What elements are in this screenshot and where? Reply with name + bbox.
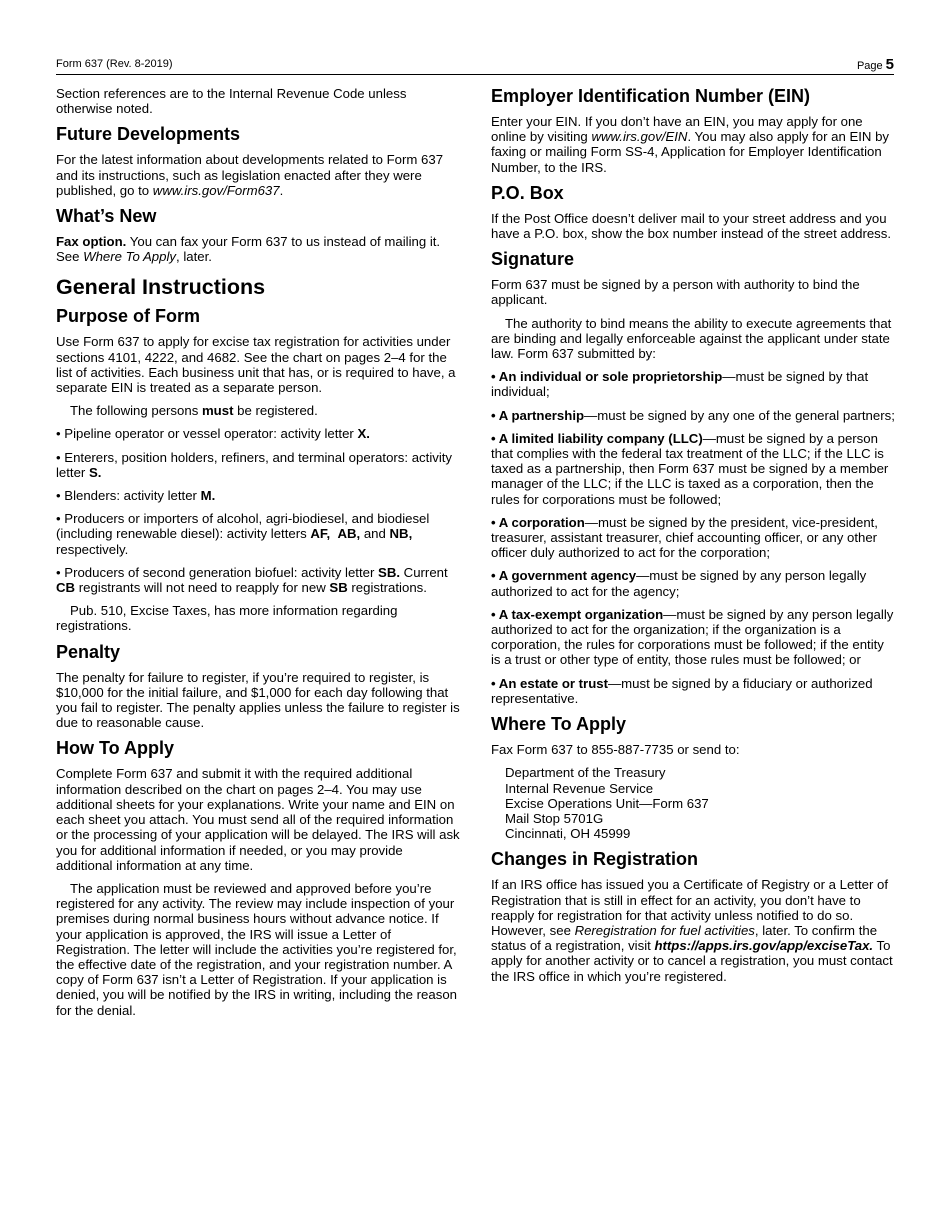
bullet-producers-text: • Producers or importers of alcohol, agri-biodiesel, and biodiesel (including renewable diesel): activity letters <box>56 511 430 542</box>
bullet-second-gen-sb: SB. <box>378 564 401 580</box>
po-box-text: If the Post Office doesn’t deliver mail to your street address and you have a P.O. box, show the box number instead of the street address. <box>491 210 892 242</box>
excise-tax-link[interactable]: https://apps.irs.gov/app/exciseTax. <box>654 938 874 954</box>
signature-item-llc <box>491 431 895 507</box>
where-to-apply-ref: Where To Apply <box>83 249 176 265</box>
signature-item-text: —must be signed by any person legally authorized to act for the agency; <box>491 568 867 599</box>
page-label-text: Page <box>856 60 883 72</box>
right-column <box>491 86 895 992</box>
signature-item-government <box>491 568 895 598</box>
mailing-address <box>491 765 895 841</box>
signature-p1: Form 637 must be signed by a person with authority to bind the applicant. <box>491 277 860 308</box>
signature-item-label: • A tax-exempt organization <box>491 606 664 622</box>
fax-option-label: Fax option. <box>56 234 127 250</box>
form-id: Form 637 (Rev. 8-2019) <box>56 58 173 70</box>
signature-item-individual <box>491 369 895 399</box>
signature-item-text: —must be signed by any one of the general partners; <box>584 407 895 423</box>
pub-510-text: Pub. 510, Excise Taxes, has more information regarding registrations. <box>56 603 398 634</box>
signature-item-label: • A corporation <box>491 514 585 530</box>
bullet-enterers-text: • Enterers, position holders, refiners, and terminal operators: activity letter <box>56 449 453 480</box>
bullet-producers-af: AF, <box>310 526 331 542</box>
future-end: . <box>279 182 284 198</box>
whats-new-text2: , later. <box>176 249 212 265</box>
page-label <box>857 56 894 73</box>
bullet-producers-ab: AB, <box>337 526 361 542</box>
ein-text <box>491 114 895 175</box>
bullet-producers <box>56 511 460 557</box>
left-column <box>56 86 460 1026</box>
changes-text <box>491 877 895 983</box>
signature-item-tax-exempt <box>491 607 895 668</box>
whats-new-heading: What’s New <box>56 206 157 227</box>
how-to-apply-heading: How To Apply <box>56 738 174 759</box>
bullet-second-gen-text4: registrations. <box>347 580 427 596</box>
form637-link[interactable]: www.irs.gov/Form637 <box>152 182 280 198</box>
bullet-second-gen-text2: Current <box>400 564 448 580</box>
page-number: 5 <box>885 56 894 73</box>
persons-must: must <box>201 403 234 419</box>
how-to-apply-p1: Complete Form 637 and submit it with the required additional information described on the chart on pages 2–4. You may use additional sheets for your explanations. Write your name and EIN on each sheet you attach. You must send all of the required information or the processing of your application will be delayed. The IRS will ask you for additional information if needed, or you may provide additional information at any time. <box>56 766 460 873</box>
whats-new-text <box>56 234 460 264</box>
general-instructions-heading: General Instructions <box>56 275 266 300</box>
signature-item-label: • A limited liability company (LLC) <box>491 430 703 446</box>
bullet-pipeline-text: • Pipeline operator or vessel operator: activity letter <box>56 426 358 442</box>
bullet-blenders-letter: M. <box>200 488 216 504</box>
reregistration-ref: Reregistration for fuel activities <box>574 922 755 938</box>
bullet-blenders <box>56 488 460 503</box>
persons-text <box>56 403 460 418</box>
signature-heading: Signature <box>491 249 575 270</box>
signature-item-estate <box>491 676 895 706</box>
changes-heading: Changes in Registration <box>491 849 699 870</box>
bullet-second-gen-sb2: SB <box>329 580 348 596</box>
address-line: Excise Operations Unit—Form 637 <box>505 795 709 811</box>
signature-item-text: —must be signed by a person that complies with the federal tax treatment of the LLC; if the LLC is taxed as a partnership, then Form 637 must be signed by a member manager of the LLC; if the LLC is taxed as a corporation, then the rules for corporations must be followed; <box>491 430 889 507</box>
future-text: For the latest information about developments related to Form 637 and its instructions, such as legislation enacted after they were published, go to <box>56 152 444 198</box>
address-line: Cincinnati, OH 45999 <box>505 826 631 842</box>
whats-new-text1: You can fax your Form 637 to us instead of mailing it. See <box>56 234 441 265</box>
ein-link[interactable]: www.irs.gov/EIN <box>591 129 688 145</box>
signature-p2: The authority to bind means the ability to execute agreements that are binding and legally enforceable against the applicant under state law. Form 637 submitted by: <box>491 315 892 362</box>
bullet-pipeline-letter: X. <box>357 426 370 442</box>
page-header <box>56 52 894 75</box>
future-developments-text <box>56 152 460 198</box>
persons-c: be registered. <box>233 403 318 419</box>
bullet-pipeline <box>56 426 460 441</box>
po-box-heading: P.O. Box <box>491 182 564 203</box>
address-line: Internal Revenue Service <box>505 780 654 796</box>
ein-text2: . You may also apply for an EIN by faxing or mailing Form SS-4, Application for Employer Identification Number, to the IRS. <box>491 129 890 175</box>
bullet-second-gen-cb: CB <box>56 580 76 596</box>
bullet-blenders-text: • Blenders: activity letter <box>56 488 201 504</box>
signature-item-text: —must be signed by any person legally authorized to act for the organization; if the organization is a corporation, the rules for corporations must be followed; if the entity is a trust or other type of entity, those rules must be followed; or <box>491 606 894 668</box>
changes-text3: To apply for another activity or to cancel a registration, you must contact the IRS office in which you’re registered. <box>491 938 893 984</box>
bullet-producers-nb: NB, <box>389 526 413 542</box>
ein-heading: Employer Identification Number (EIN) <box>491 86 811 106</box>
bullet-enterers-letter: S. <box>88 464 102 480</box>
how-to-apply-p2: The application must be reviewed and approved before you’re registered for any activity. The review may include inspection of your premises during normal business hours without advance notice. If your application is approved, the IRS will issue a Letter of Registration. The letter will include the activities you’re registered for, the effective date of the registration, and your registration number. A copy of Form 637 isn’t a Letter of Registration. If your application is denied, you will be notified by the IRS in writing, including the reason for the denial. <box>56 880 457 1018</box>
ein-text1: Enter your EIN. If you don’t have an EIN, you may apply for one online by visiting <box>491 114 863 145</box>
where-to-apply-text: Fax Form 637 to 855-887-7735 or send to: <box>491 742 740 758</box>
signature-item-text: —must be signed by the president, vice-president, treasurer, assistant treasurer, chief accounting officer, or any other officer duly authorized to act for the corporation; <box>491 514 878 561</box>
bullet-second-gen-text3: registrants will not need to reapply for new <box>75 580 330 596</box>
signature-item-text: —must be signed by that individual; <box>491 369 869 400</box>
future-developments-heading: Future Developments <box>56 124 241 145</box>
changes-text2: , later. To confirm the status of a registration, visit <box>491 922 878 954</box>
signature-item-corporation <box>491 515 895 561</box>
intro-text: Section references are to the Internal Revenue Code unless otherwise noted. <box>56 86 407 117</box>
where-to-apply-heading: Where To Apply <box>491 714 626 735</box>
penalty-text: The penalty for failure to register, if you’re required to register, is $10,000 for the initial failure, and $1,000 for each day following that you fail to register. The penalty applies unless the failure to register is due to reasonable cause. <box>56 669 460 731</box>
signature-item-label: • An estate or trust <box>491 675 608 691</box>
address-line: Department of the Treasury <box>505 765 666 781</box>
signature-item-text: —must be signed by a fiduciary or authorized representative. <box>491 675 873 706</box>
signature-item-partnership <box>491 408 895 423</box>
penalty-heading: Penalty <box>56 641 121 662</box>
persons-a: The following persons <box>70 403 202 419</box>
address-line: Mail Stop 5701G <box>505 810 604 826</box>
purpose-heading: Purpose of Form <box>56 306 201 327</box>
signature-item-label: • A government agency <box>491 568 637 584</box>
purpose-text: Use Form 637 to apply for excise tax registration for activities under sections 4101, 4222, and 4682. See the chart on pages 2–4 for the list of activities. Each business unit that has, or is required to have, a separate EIN is treated as a separate person. <box>56 334 456 396</box>
signature-item-label: • An individual or sole proprietorship <box>491 369 723 385</box>
bullet-producers-end: respectively. <box>56 541 129 557</box>
bullet-second-gen-text: • Producers of second generation biofuel: activity letter <box>56 564 379 580</box>
changes-text1: If an IRS office has issued you a Certificate of Registry or a Letter of Registration that is still in effect for an activity, you don’t have to reapply for registration for that activity unless notified to do so. However, see <box>491 877 889 938</box>
bullet-enterers <box>56 450 460 480</box>
bullet-second-gen <box>56 565 460 595</box>
bullet-producers-and: and <box>360 526 390 542</box>
signature-item-label: • A partnership <box>491 407 585 423</box>
